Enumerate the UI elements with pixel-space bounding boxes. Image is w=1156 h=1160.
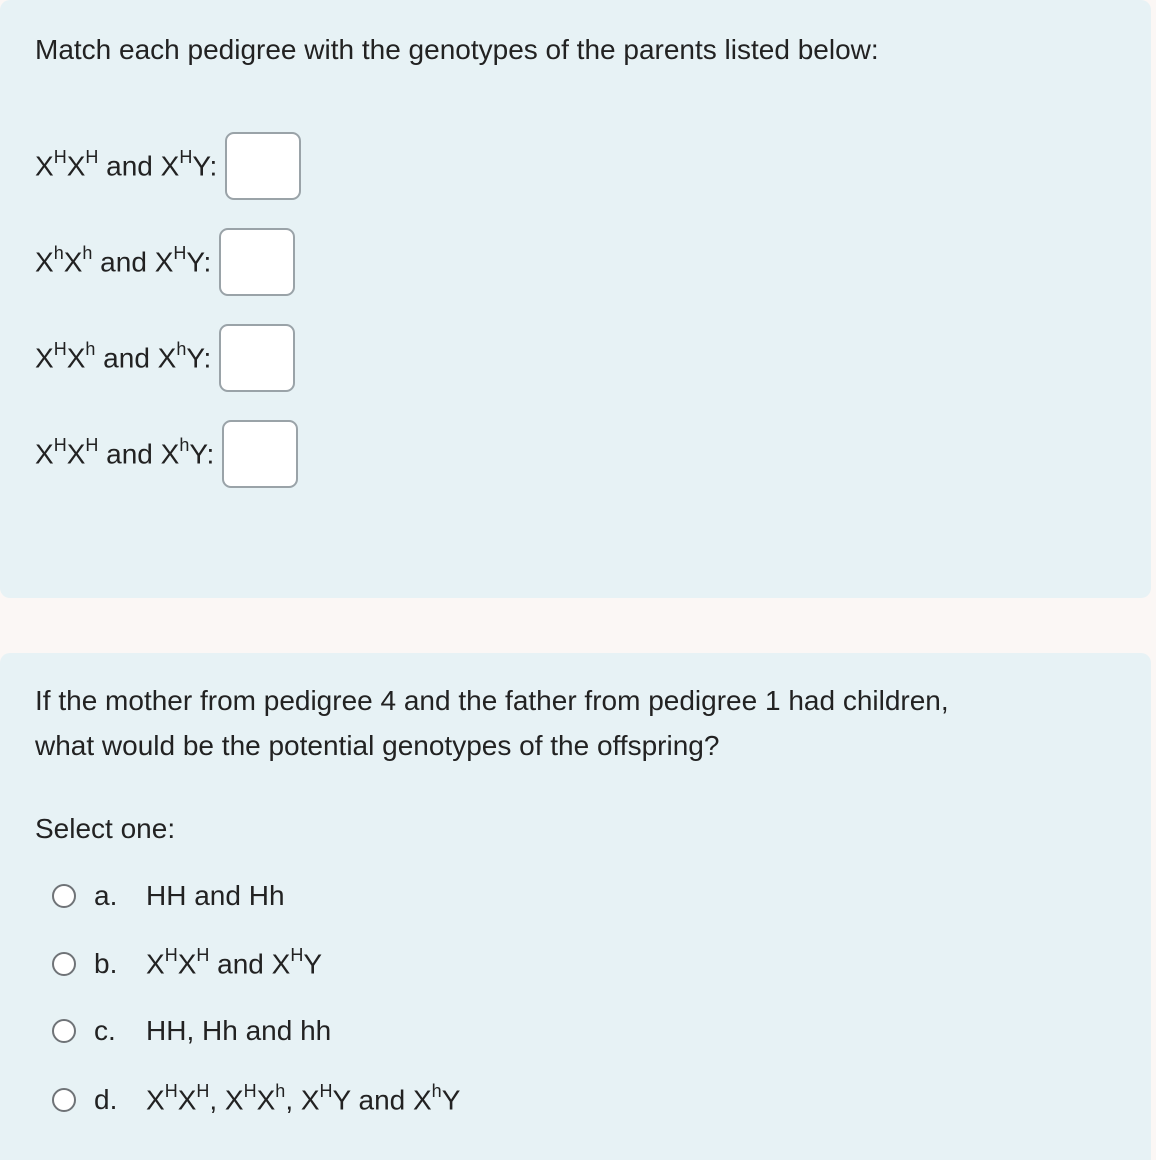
question-text xyxy=(35,678,949,768)
radio-button-a[interactable] xyxy=(52,884,76,908)
option-letter-b: b. xyxy=(94,947,118,979)
option-letter-d: d. xyxy=(94,1083,118,1115)
radio-button-b[interactable] xyxy=(52,952,76,976)
match-label-1: $X^HX^H$ and $X^HY$: xyxy=(35,147,218,182)
radio-button-d[interactable] xyxy=(52,1088,76,1112)
answer-box-1[interactable] xyxy=(225,132,301,200)
select-one-label: Select one: xyxy=(35,813,176,844)
answer-box-4[interactable] xyxy=(222,420,298,488)
match-label-4: $X^HX^H$ and $X^hY$: xyxy=(35,435,215,470)
option-letter-c: c. xyxy=(94,1015,116,1046)
match-label-2: $X^hX^h$ and $X^HY$: xyxy=(35,243,212,278)
answer-box-2[interactable] xyxy=(219,228,295,296)
option-c[interactable] xyxy=(52,1015,331,1047)
match-label-3: $X^HX^h$ and $X^hY$: xyxy=(35,339,212,374)
option-text-a: HH and Hh xyxy=(146,880,285,911)
option-text-b: $X^HX^H$ and $X^HY$ xyxy=(146,945,323,980)
matching-prompt: Match each pedigree with the genotypes of the parents listed below: xyxy=(35,34,879,65)
question-line-2: what would be the potential genotypes of the offspring? xyxy=(35,730,720,761)
option-letter-a: a. xyxy=(94,880,118,911)
radio-button-c[interactable] xyxy=(52,1019,76,1043)
option-text-d: $X^HX^H$, $X^HX^h$, $X^HY$ and $X^hY$ xyxy=(146,1081,461,1116)
option-d[interactable] xyxy=(52,1083,460,1116)
match-row-3 xyxy=(35,324,295,392)
option-b[interactable] xyxy=(52,947,322,980)
question-line-1: If the mother from pedigree 4 and the father from pedigree 1 had children, xyxy=(35,685,949,716)
answer-box-3[interactable] xyxy=(219,324,295,392)
match-row-1 xyxy=(35,132,301,200)
match-row-2 xyxy=(35,228,295,296)
option-a[interactable] xyxy=(52,880,285,912)
match-row-4 xyxy=(35,420,298,488)
option-text-c: HH, Hh and hh xyxy=(146,1015,332,1046)
